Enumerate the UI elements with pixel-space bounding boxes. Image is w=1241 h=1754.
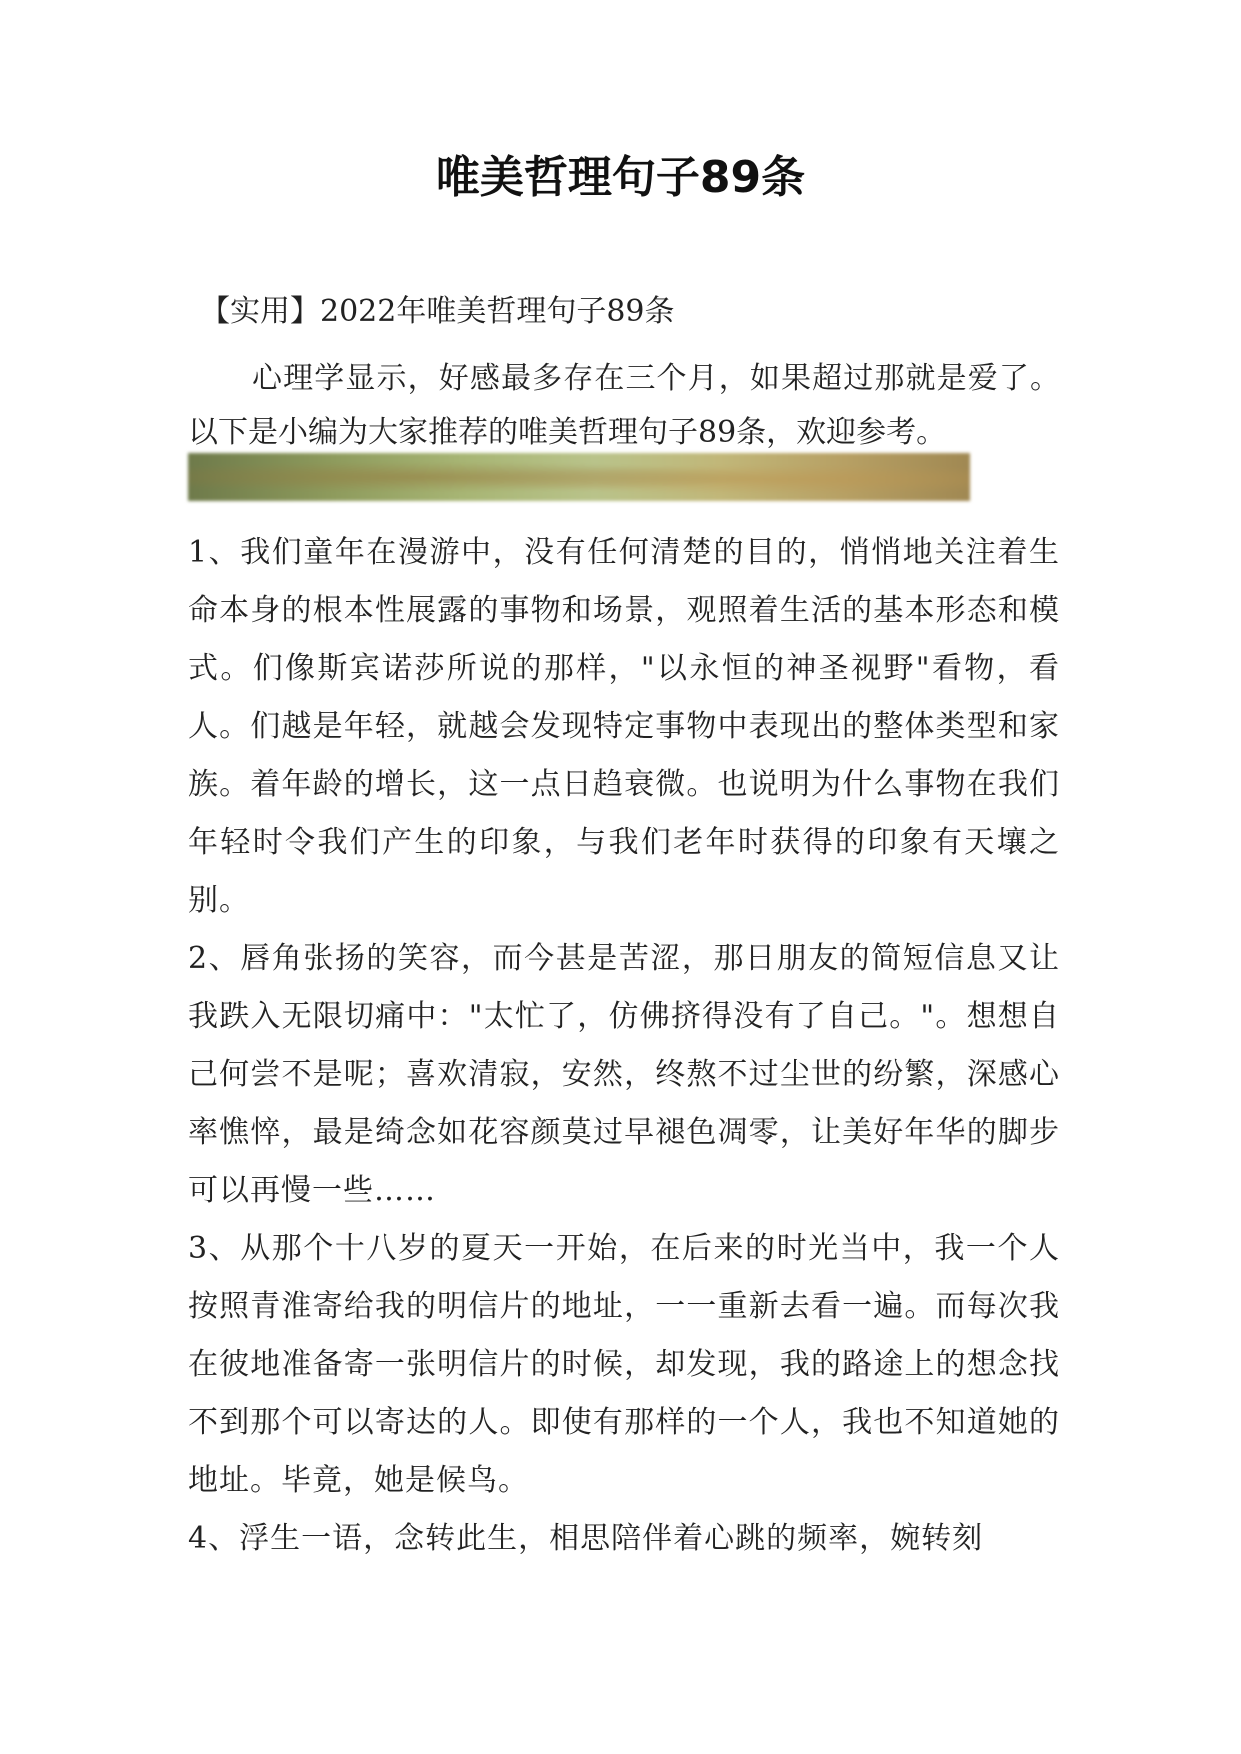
sentence-entry-2: 2、唇角张扬的笑容，而今甚是苦涩，那日朋友的简短信息又让我跌入无限切痛中："太忙了，仿佛挤得没有了自己。"。想想自己何尝不是呢；喜欢清寂，安然，终熬不过尘世的纷繁，深感心率憔悴，最是绮念如花容颜莫过早褪色凋零，让美好年华的脚步可以再慢一些…… — [188, 941, 1060, 1208]
sentence-list — [188, 524, 1060, 1568]
banner-image — [188, 453, 970, 501]
intro-paragraph: 心理学显示，好感最多存在三个月，如果超过那就是爱了。以下是小编为大家推荐的唯美哲理句子89条，欢迎参考。 — [188, 361, 1060, 450]
document-subtitle: 【实用】2022年唯美哲理句子89条 — [200, 294, 675, 329]
document-title: 唯美哲理句子89条 — [435, 152, 806, 203]
sentence-entry-4: 4、浮生一语，念转此生，相思陪伴着心跳的频率，婉转刻 — [188, 1521, 984, 1556]
sentence-entry-3: 3、从那个十八岁的夏天一开始，在后来的时光当中，我一个人按照青淮寄给我的明信片的地址，一一重新去看一遍。而每次我在彼地准备寄一张明信片的时候，却发现，我的路途上的想念找不到那个可以寄达的人。即使有那样的一个人，我也不知道她的地址。毕竟，她是候鸟。 — [188, 1231, 1060, 1498]
sentence-entry-1: 1、我们童年在漫游中，没有任何清楚的目的，悄悄地关注着生命本身的根本性展露的事物和场景，观照着生活的基本形态和模式。们像斯宾诺莎所说的那样，"以永恒的神圣视野"看物，看人。们越是年轻，就越会发现特定事物中表现出的整体类型和家族。着年龄的增长，这一点日趋衰微。也说明为什么事物在我们年轻时令我们产生的印象，与我们老年时获得的印象有天壤之别。 — [188, 535, 1060, 918]
